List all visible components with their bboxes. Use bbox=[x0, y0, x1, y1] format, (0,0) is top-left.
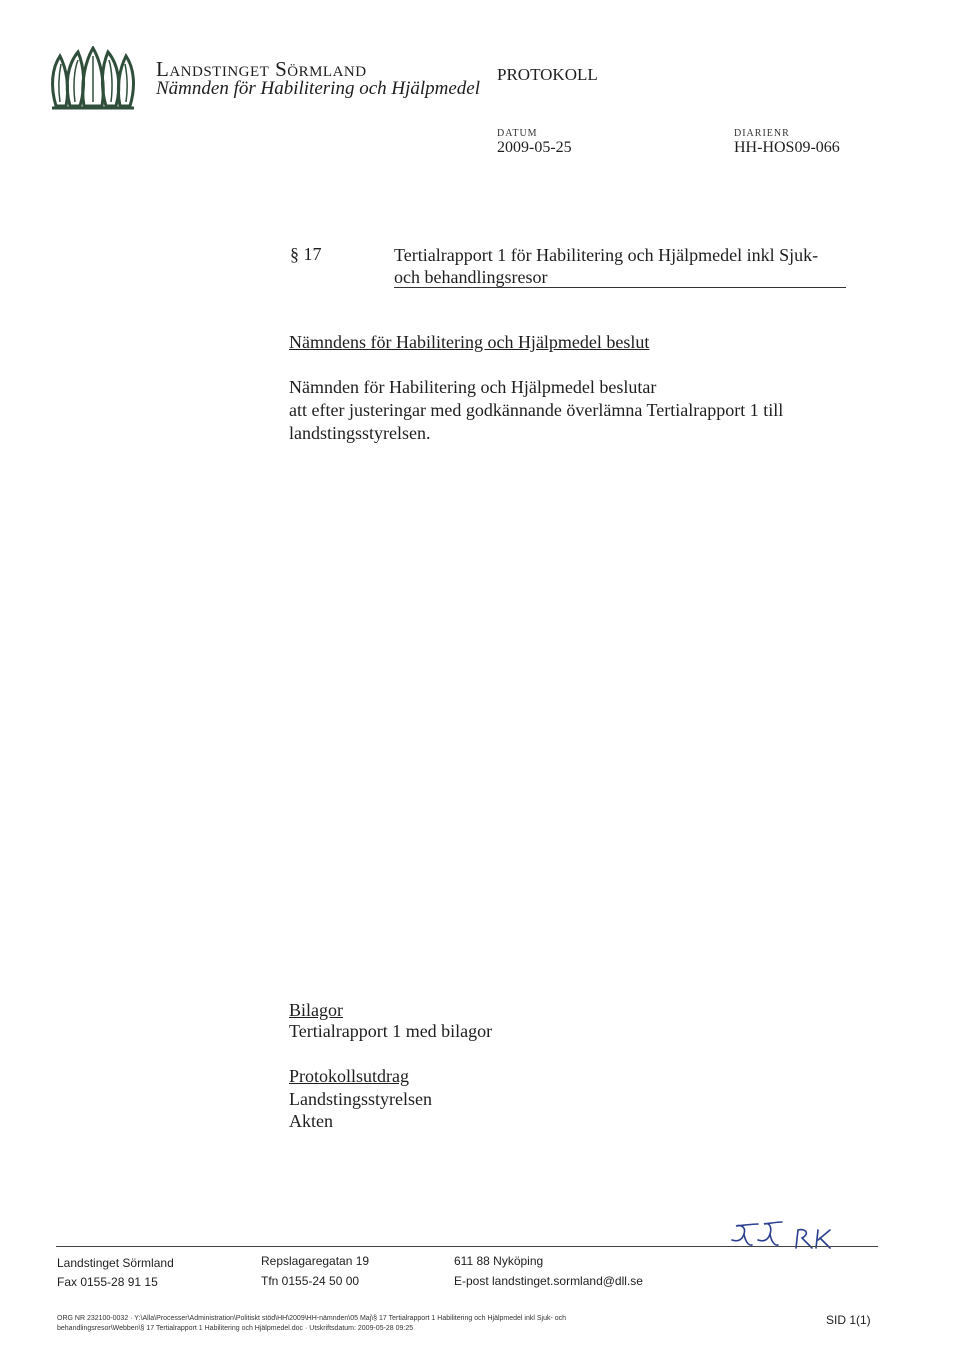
attachments-heading: Bilagor bbox=[289, 1000, 343, 1020]
section-title bbox=[394, 244, 846, 288]
decision-text bbox=[289, 376, 849, 445]
footer-street-address: Repslagaregatan 19 bbox=[261, 1254, 370, 1268]
organization-name: Landstinget Sörmland bbox=[156, 57, 367, 81]
footer-organization: Landstinget Sörmland bbox=[57, 1256, 174, 1270]
decision-line-1: Nämnden för Habilitering och Hjälpmedel beslutar bbox=[289, 377, 657, 397]
date-label: DATUM bbox=[497, 128, 538, 139]
footer-phone: Tfn 0155-24 50 00 bbox=[261, 1274, 360, 1288]
section-title-line-2: och behandlingsresor bbox=[394, 267, 548, 287]
page-number: SID 1(1) bbox=[826, 1313, 871, 1327]
decision-heading: Nämndens för Habilitering och Hjälpmedel beslut bbox=[289, 332, 650, 352]
title-underline bbox=[394, 287, 846, 288]
landstinget-logo bbox=[48, 46, 138, 112]
document-type: PROTOKOLL bbox=[497, 65, 598, 84]
distribution-item: Akten bbox=[289, 1111, 333, 1131]
decision-line-2: att efter justeringar med godkännande överlämna Tertialrapport 1 till bbox=[289, 400, 784, 420]
footer-email: E-post landstinget.sormland@dll.se bbox=[454, 1274, 643, 1288]
footer-file-path bbox=[57, 1314, 697, 1334]
footer-file-line-2: behandlingsresor\Webben\§ 17 Tertialrapport 1 Habilitering och Hjälpmedel.doc · Utskriftsdatum: 2009-05-28 09:25 bbox=[57, 1325, 414, 1332]
distribution-heading: Protokollsutdrag bbox=[289, 1066, 409, 1086]
footer-divider bbox=[56, 1246, 878, 1247]
date-value: 2009-05-25 bbox=[497, 139, 572, 156]
footer-postal-address: 611 88 Nyköping bbox=[454, 1254, 544, 1268]
distribution-item: Landstingsstyrelsen bbox=[289, 1089, 432, 1109]
footer-file-line-1: ORG NR 232100-0032 · Y:\Alla\Processer\Administration\Politiskt stöd\HH\2009\HH-nämnden\05 Maj\§ 17 Tertialrapport 1 Habilitering och Hjälpmedel inkl Sjuk- och bbox=[57, 1315, 567, 1322]
distribution-list bbox=[289, 1088, 432, 1132]
attachment-item: Tertialrapport 1 med bilagor bbox=[289, 1021, 493, 1041]
diarienr-value: HH-HOS09-066 bbox=[734, 139, 840, 156]
footer-fax: Fax 0155-28 91 15 bbox=[57, 1275, 158, 1289]
paragraph-number: § 17 bbox=[290, 244, 322, 264]
committee-name: Nämnden för Habilitering och Hjälpmedel bbox=[156, 78, 481, 99]
diarienr-label: DIARIENR bbox=[734, 128, 790, 139]
decision-line-3: landstingsstyrelsen. bbox=[289, 423, 431, 443]
section-title-line-1: Tertialrapport 1 för Habilitering och Hjälpmedel inkl Sjuk- bbox=[394, 245, 819, 265]
